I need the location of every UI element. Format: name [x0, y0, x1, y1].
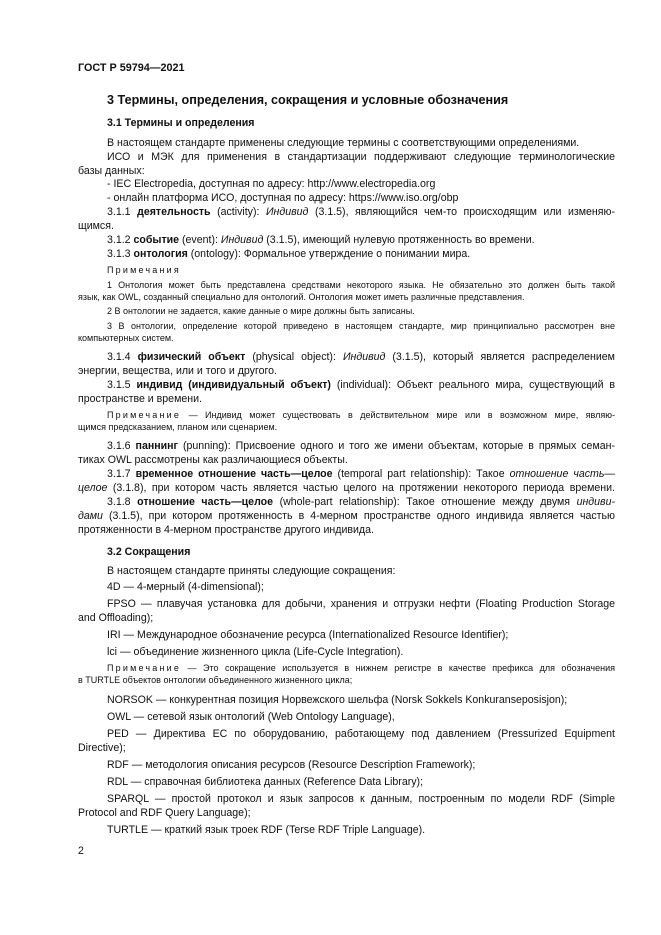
- term-3-1-4: 3.1.4 физический объект (physical object): Индивид (3.1.5), который является распределением: [107, 351, 615, 363]
- notes-label: Примечания: [107, 265, 181, 275]
- abbr-norsok: NORSOK — конкурентная позиция Норвежского шельфа (Norsk Sokkels Konkuranseposisjon);: [107, 694, 568, 706]
- abbr-ped: PED — Директива ЕС по оборудованию, работающему под давлением (Pressurized Equipment: [107, 728, 615, 740]
- note-1-cont: язык, как OWL, созданный специально для онтологий. Онтология может иметь различные представления.: [78, 292, 525, 302]
- subsection-title-terms: 3.1 Термины и определения: [107, 117, 255, 129]
- abbr-fpso: FPSO — плавучая установка для добычи, хранения и отгрузки нефти (Floating Production Storage: [107, 598, 615, 610]
- term-3-1-6-cont: тиках OWL рассмотрены как различающиеся объекты.: [78, 454, 348, 466]
- paragraph-intro: В настоящем стандарте применены следующие термины с соответствующими определениями.: [107, 137, 580, 149]
- abbr-rdl: RDL — справочная библиотека данных (Reference Data Library);: [107, 776, 424, 788]
- abbr-sparql: SPARQL — простой протокол и язык запросов к данным, построенным по модели RDF (Simple: [107, 793, 615, 805]
- note-3-cont: компьютерных систем.: [78, 333, 174, 343]
- term-3-1-5-cont: пространстве и времени.: [78, 393, 202, 405]
- term-3-1-8-cont-2: протяженности в 4-мерном пространстве другого индивида.: [78, 524, 374, 536]
- abbr-sparql-cont: Protocol and RDF Query Language);: [78, 807, 251, 819]
- document-header: ГОСТ Р 59794—2021: [78, 62, 185, 74]
- term-3-1-6: 3.1.6 паннинг (punning): Присвоение одного и того же имени объектам, которые в прямых семан-: [107, 440, 616, 452]
- abbreviations-intro: В настоящем стандарте приняты следующие сокращения:: [107, 565, 396, 577]
- abbr-lci: lci — объединение жизненного цикла (Life-Cycle Integration).: [107, 646, 404, 658]
- note-1: 1 Онтология может быть представлена средствами некоторого языка. Не обязательно это должен быть такой: [107, 280, 615, 290]
- abbr-lci-note: Примечание — Это сокращение используется в нижнем регистре в качестве префикса для обозначения: [107, 663, 615, 673]
- term-3-1-5: 3.1.5 индивид (индивидуальный объект) (individual): Объект реального мира, существующий в: [107, 379, 616, 391]
- abbr-rdf: RDF — методология описания ресурсов (Resource Description Framework);: [107, 759, 476, 771]
- term-3-1-8: 3.1.8 отношение часть—целое (whole-part relationship): Такое отношение между двумя индиви-: [107, 496, 615, 508]
- list-item-electropedia: - IEC Electropedia, доступная по адресу: http://www.electropedia.org: [107, 178, 436, 190]
- paragraph-intro-2-cont: базы данных:: [78, 165, 145, 177]
- note-2: 2 В онтологии не задается, какие данные о мире должны быть записаны.: [107, 306, 415, 316]
- term-3-1-2: 3.1.2 событие (event): Индивид (3.1.5), имеющий нулевую протяженность во времени.: [107, 234, 535, 246]
- section-title: 3 Термины, определения, сокращения и условные обозначения: [107, 93, 509, 107]
- abbr-ped-cont: Directive);: [78, 742, 126, 754]
- abbr-iri: IRI — Международное обозначение ресурса (Internationalized Resource Identifier);: [107, 629, 509, 641]
- note-individual-cont: щимся предсказанием, планом или сценарием.: [78, 422, 278, 432]
- term-3-1-4-cont: энергии, вещества, или и того и другого.: [78, 365, 277, 377]
- term-3-1-1-cont: щимся.: [78, 220, 114, 232]
- term-3-1-7-cont: целое (3.1.8), при котором часть является частью целого на протяжении некоторого периода времени.: [78, 482, 615, 494]
- paragraph-intro-2: ИСО и МЭК для применения в стандартизации поддерживают следующие терминологические: [107, 151, 615, 163]
- term-3-1-7: 3.1.7 временное отношение часть—целое (temporal part relationship): Такое отношение часть—: [107, 468, 615, 480]
- term-3-1-1: 3.1.1 деятельность (activity): Индивид (3.1.5), являющийся чем-то происходящим или изменяю-: [107, 206, 615, 218]
- abbr-owl: OWL — сетевой язык онтологий (Web Ontology Language),: [107, 711, 395, 723]
- term-3-1-8-cont: дами (3.1.5), при котором протяженность в 4-мерном пространстве одного индивида является частью: [78, 510, 615, 522]
- note-3: 3 В онтологии, определение которой приведено в настоящем стандарте, мир принципиально рассмотрен вне: [107, 321, 615, 331]
- abbr-fpso-cont: and Offloading);: [78, 612, 154, 624]
- abbr-lci-note-cont: в TURTLE объектов онтологии объединенного жизненного цикла;: [78, 675, 353, 685]
- subsection-title-abbreviations: 3.2 Сокращения: [107, 546, 191, 558]
- abbr-4d: 4D — 4-мерный (4-dimensional);: [107, 581, 264, 593]
- list-item-iso-obp: - онлайн платформа ИСО, доступная по адресу: https://www.iso.org/obp: [107, 192, 459, 204]
- term-3-1-3: 3.1.3 онтология (ontology): Формальное утверждение о понимании мира.: [107, 248, 471, 260]
- page-number: 2: [78, 845, 84, 857]
- note-individual: Примечание — Индивид может существовать в действительном мире или в возможном мире, являю-: [107, 410, 615, 420]
- abbr-turtle: TURTLE — краткий язык троек RDF (Terse RDF Triple Language).: [107, 824, 426, 836]
